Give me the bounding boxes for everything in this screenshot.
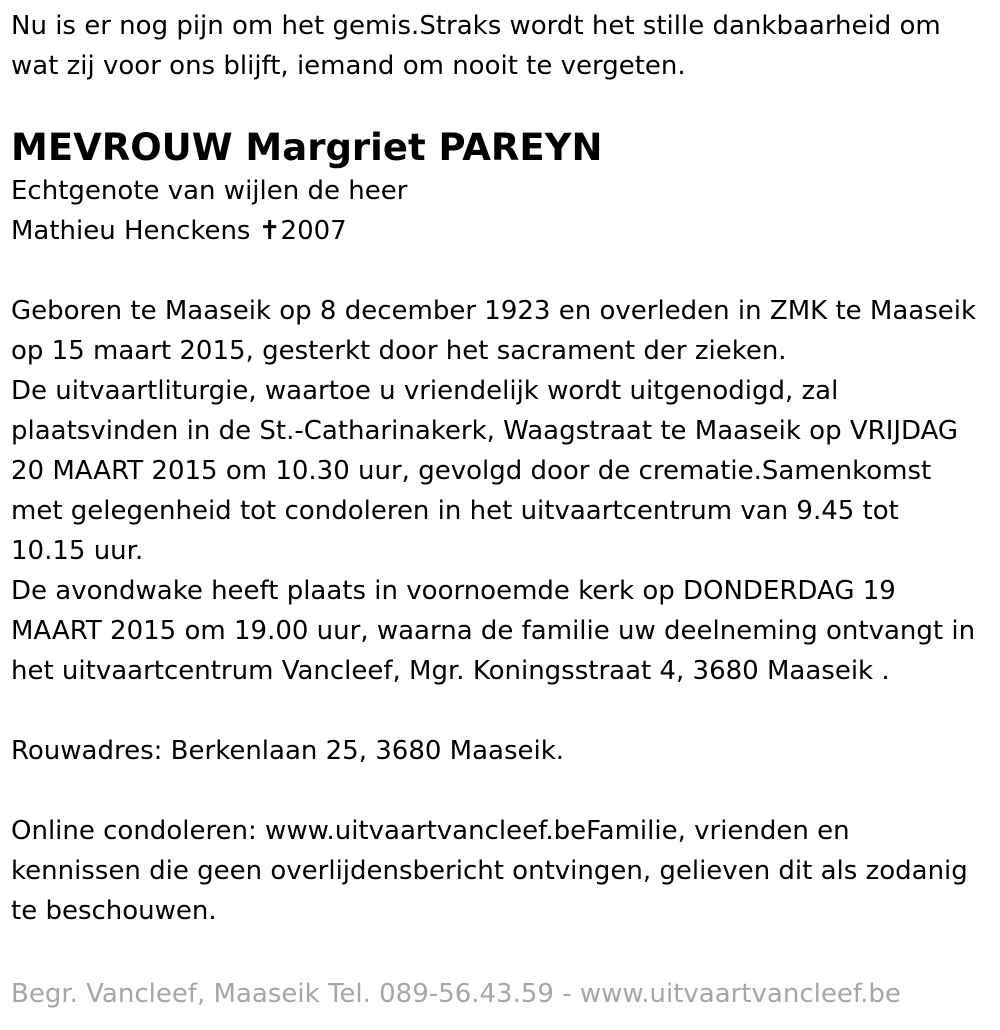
- paragraph-spacer: [11, 251, 990, 291]
- mourning-address: [11, 731, 990, 771]
- spouse-line: Echtgenote van wijlen de heer: [11, 176, 408, 206]
- condolences-line: Online condoleren: www.uitvaartvancleef.beFamilie, vrienden en: [11, 816, 850, 846]
- body-line: De uitvaartliturgie, waartoe u vriendelijk wordt uitgenodigd, zal: [11, 376, 839, 406]
- intro-quote: [11, 6, 990, 86]
- intro-line: wat zij voor ons blijft, iemand om nooit te vergeten.: [11, 51, 686, 81]
- body-line: op 15 maart 2015, gesterkt door het sacrament der zieken.: [11, 336, 787, 366]
- body-line: Geboren te Maaseik op 8 december 1923 en overleden in ZMK te Maaseik: [11, 296, 977, 326]
- body-text: [11, 291, 990, 691]
- spouse-line: Mathieu Henckens ✝2007: [11, 216, 347, 246]
- body-line: MAART 2015 om 19.00 uur, waarna de familie uw deelneming ontvangt in: [11, 616, 976, 646]
- condolences-line: kennissen die geen overlijdensbericht ontvingen, gelieven dit als zodanig: [11, 856, 968, 886]
- paragraph-spacer: [11, 691, 990, 731]
- intro-line: Nu is er nog pijn om het gemis.Straks wordt het stille dankbaarheid om: [11, 11, 941, 41]
- deceased-name: MEVROUW Margriet PAREYN: [11, 126, 603, 169]
- body-line: plaatsvinden in de St.-Catharinakerk, Waagstraat te Maaseik op VRIJDAG: [11, 416, 959, 446]
- address-line: Rouwadres: Berkenlaan 25, 3680 Maaseik.: [11, 736, 565, 766]
- paragraph-spacer: [11, 771, 990, 811]
- funeral-home-footer: Begr. Vancleef, Maaseik Tel. 089-56.43.59 - www.uitvaartvancleef.be: [11, 979, 901, 1009]
- body-line: met gelegenheid tot condoleren in het uitvaartcentrum van 9.45 tot: [11, 496, 899, 526]
- body-line: 10.15 uur.: [11, 536, 144, 566]
- body-line: het uitvaartcentrum Vancleef, Mgr. Koningsstraat 4, 3680 Maaseik .: [11, 656, 890, 686]
- condolences-line: te beschouwen.: [11, 896, 217, 926]
- body-line: 20 MAART 2015 om 10.30 uur, gevolgd door de crematie.Samenkomst: [11, 456, 932, 486]
- spouse-info: [11, 171, 990, 251]
- condolences-text: [11, 811, 990, 931]
- body-line: De avondwake heeft plaats in voornoemde kerk op DONDERDAG 19: [11, 576, 896, 606]
